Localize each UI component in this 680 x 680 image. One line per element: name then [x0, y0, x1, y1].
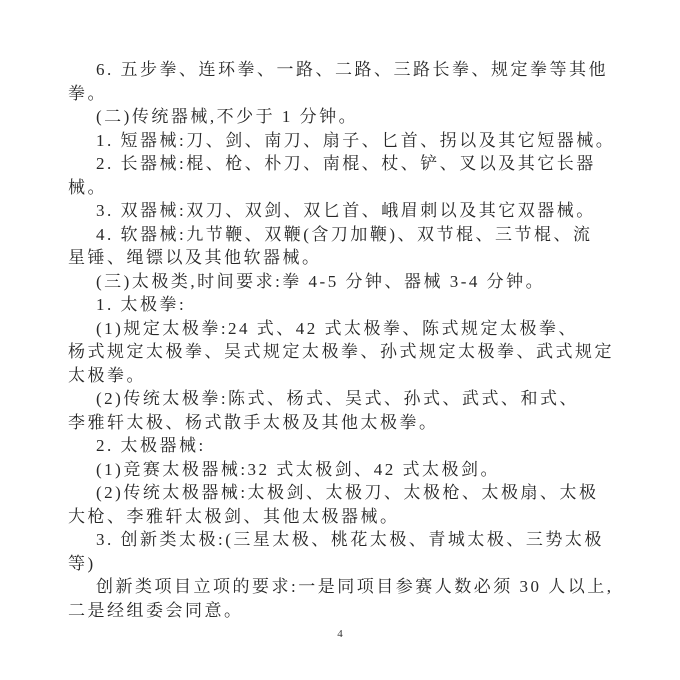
text-line: 二是经组委会同意。: [68, 600, 244, 620]
text-line: 太极拳。: [68, 365, 146, 385]
text-line: 械。: [68, 177, 107, 197]
text-line: 李雅轩太极、杨式散手太极及其他太极拳。: [68, 412, 439, 432]
text-line: 1. 短器械:刀、剑、南刀、扇子、匕首、拐以及其它短器械。: [96, 130, 616, 150]
text-line: (2)传统太极器械:太极剑、太极刀、太极枪、太极扇、太极: [96, 483, 599, 502]
text-line: 6. 五步拳、连环拳、一路、二路、三路长拳、规定拳等其他: [96, 60, 608, 79]
page-footer: [0, 624, 680, 642]
text-line: 2. 太极器械:: [96, 436, 206, 455]
text-line: 等): [68, 553, 96, 573]
text-line: 3. 双器械:双刀、双剑、双匕首、峨眉刺以及其它双器械。: [96, 201, 596, 220]
text-line: 拳。: [68, 83, 107, 103]
text-line: 4. 软器械:九节鞭、双鞭(含刀加鞭)、双节棍、三节棍、流: [96, 224, 593, 244]
text-line: 2. 长器械:棍、枪、朴刀、南棍、杖、铲、叉以及其它长器: [96, 154, 596, 173]
text-line: 杨式规定太极拳、吴式规定太极拳、孙式规定太极拳、武式规定: [68, 342, 614, 361]
text-content: [68, 58, 624, 622]
text-line: (1)规定太极拳:24 式、42 式太极拳、陈式规定太极拳、: [96, 318, 579, 338]
text-line: (2)传统太极拳:陈式、杨式、吴式、孙式、武式、和式、: [96, 389, 580, 408]
page-number: 4: [337, 628, 343, 640]
text-line: (二)传统器械,不少于 1 分钟。: [96, 107, 359, 126]
text-line: 创新类项目立项的要求:一是同项目参赛人数必须 30 人以上,: [96, 577, 614, 596]
text-line: 星锤、绳镖以及其他软器械。: [68, 248, 322, 267]
text-line: 3. 创新类太极:(三星太极、桃花太极、青城太极、三势太极: [96, 530, 604, 549]
text-line: 大枪、李雅轩太极剑、其他太极器械。: [68, 506, 400, 526]
text-line: (三)太极类,时间要求:拳 4-5 分钟、器械 3-4 分钟。: [96, 271, 546, 291]
text-line: 1. 太极拳:: [96, 295, 187, 314]
text-line: (1)竞赛太极器械:32 式太极剑、42 式太极剑。: [96, 459, 501, 479]
